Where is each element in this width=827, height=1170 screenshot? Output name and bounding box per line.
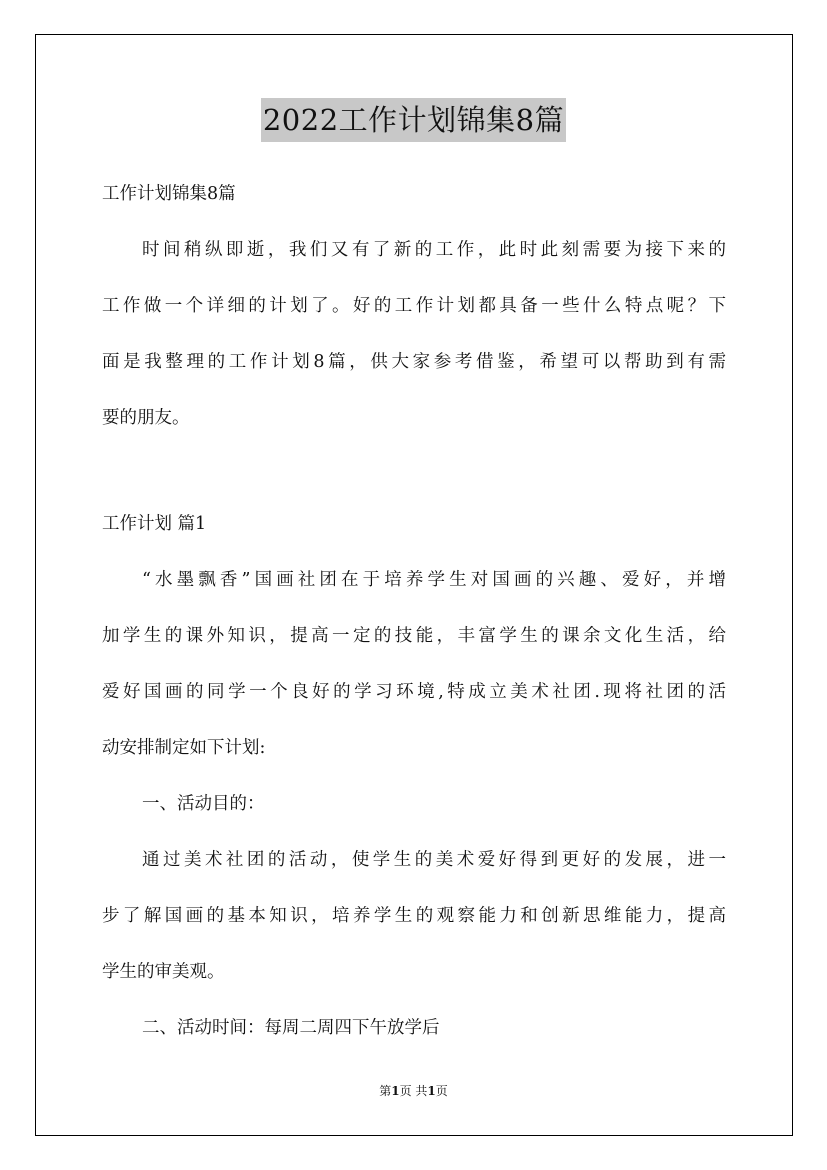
section-paragraph	[102, 552, 726, 776]
page-footer	[0, 1082, 827, 1099]
paragraph-line: 步了解国画的基本知识，培养学生的观察能力和创新思维能力，提高	[102, 906, 726, 926]
intro-line: 时间稍纵即逝，我们又有了新的工作，此时此刻需要为接下来的	[142, 240, 726, 260]
footer-page-suffix: 页 共	[399, 1084, 428, 1098]
paragraph-line: 加学生的课外知识，提高一定的技能，丰富学生的课余文化生活，给	[102, 626, 726, 646]
footer-total-suffix: 页	[435, 1084, 448, 1098]
intro-line: 面是我整理的工作计划8篇，供大家参考借鉴，希望可以帮助到有需	[102, 352, 726, 372]
subheading-purpose: 一、活动目的：	[142, 794, 265, 814]
paragraph-line: 动安排制定如下计划:	[102, 738, 266, 758]
subtitle: 工作计划锦集8篇	[102, 184, 236, 204]
paragraph-line: 通过美术社团的活动，使学生的美术爱好得到更好的发展，进一	[142, 850, 726, 870]
intro-paragraph	[102, 222, 726, 446]
spacer	[102, 446, 726, 496]
subheading-time: 二、活动时间：每周二周四下午放学后	[142, 1018, 440, 1038]
document-title: 2022工作计划锦集8篇	[261, 98, 566, 142]
paragraph-line: “水墨飘香”国画社团在于培养学生对国画的兴趣、爱好，并增	[142, 570, 726, 590]
section-heading: 工作计划 篇1	[102, 514, 207, 534]
purpose-paragraph	[102, 832, 726, 1000]
footer-page-number: 1	[391, 1084, 400, 1098]
document-body	[102, 166, 726, 1056]
footer-page-prefix: 第	[379, 1084, 392, 1098]
paragraph-line: 爱好国画的同学一个良好的学习环境,特成立美术社团.现将社团的活	[102, 682, 726, 702]
footer-total-number: 1	[427, 1084, 436, 1098]
paragraph-line: 学生的审美观。	[102, 962, 225, 982]
title-container	[0, 98, 827, 142]
intro-line: 要的朋友。	[102, 408, 190, 428]
intro-line: 工作做一个详细的计划了。好的工作计划都具备一些什么特点呢？下	[102, 296, 726, 316]
